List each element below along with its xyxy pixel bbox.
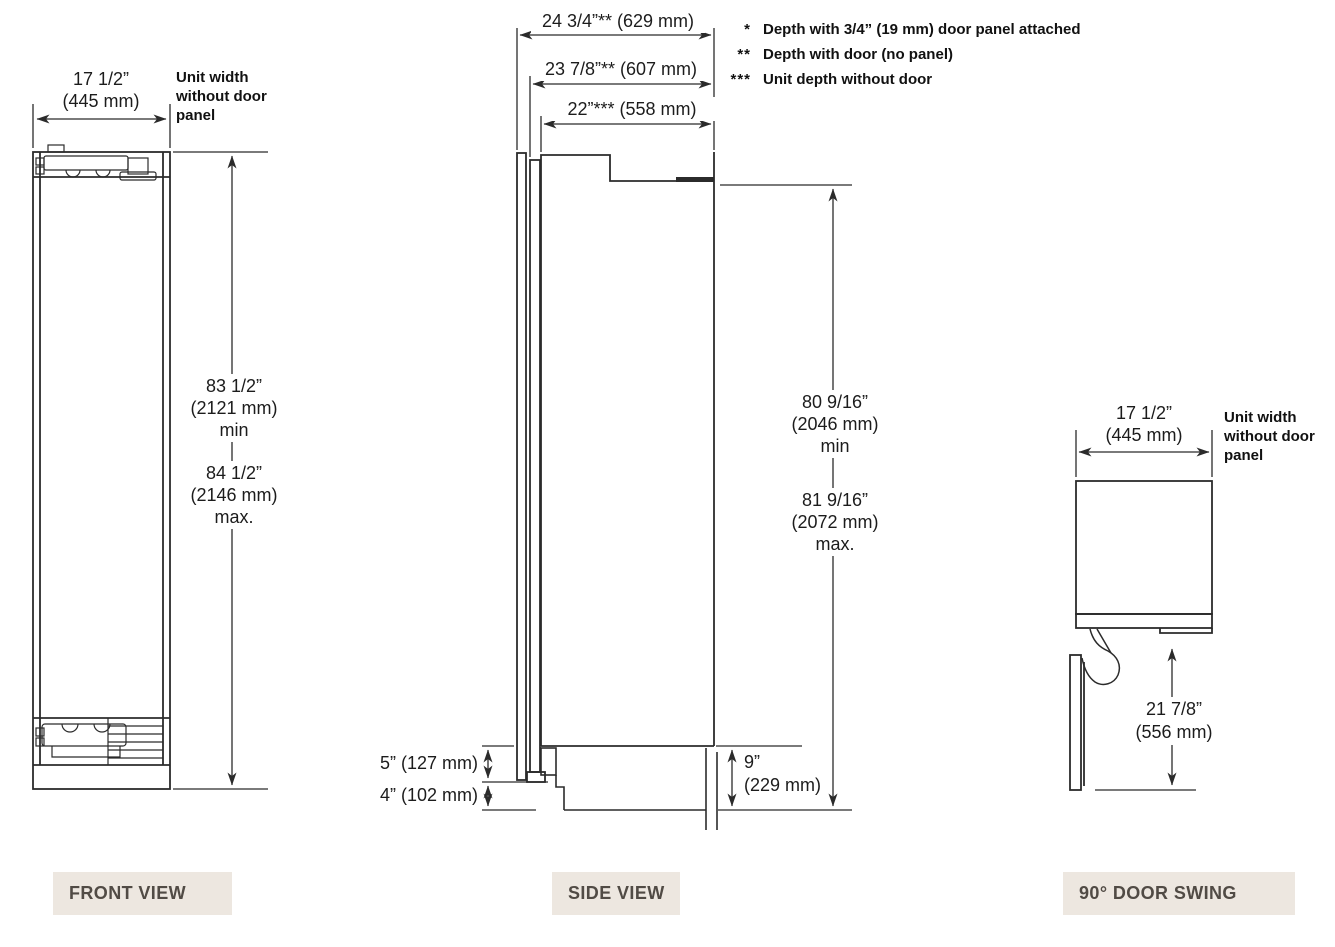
side-view-caption: SIDE VIEW bbox=[552, 872, 680, 915]
front-width-dimension bbox=[41, 68, 161, 112]
footnote-marker: *** bbox=[730, 71, 751, 88]
side-door-panel bbox=[517, 153, 526, 780]
swing-unit-top bbox=[1076, 481, 1212, 614]
swing-clearance-dimension: 21 7/8” (556 mm) bbox=[1112, 697, 1236, 745]
footnote-text: Depth with door (no panel) bbox=[763, 46, 953, 63]
footnote-text: Depth with 3/4” (19 mm) door panel attached bbox=[763, 21, 1081, 38]
footnote-marker: * bbox=[744, 21, 751, 38]
side-view-drawing bbox=[517, 152, 717, 830]
side-door bbox=[530, 160, 540, 772]
side-depth-dimension-1: 24 3/4”** (629 mm) bbox=[531, 9, 705, 33]
side-toe-dimension: 4” (102 mm) bbox=[379, 785, 478, 805]
front-height-min-dimension: 83 1/2” (2121 mm) min bbox=[172, 374, 296, 442]
front-view-dimension-lines bbox=[33, 104, 268, 789]
footnote-row bbox=[721, 21, 1081, 46]
door-swing-caption: 90° DOOR SWING bbox=[1063, 872, 1295, 915]
swing-width-note: Unit width without door panel bbox=[1224, 409, 1315, 464]
footnote-text: Unit depth without door bbox=[763, 71, 933, 88]
front-top-hinge bbox=[36, 145, 156, 180]
front-view-drawing bbox=[33, 145, 170, 789]
footnote-row bbox=[721, 46, 1081, 71]
swing-width-dimension bbox=[1084, 402, 1204, 446]
side-base-dimension: 5” (127 mm) bbox=[379, 753, 478, 773]
swing-door-panel-bar bbox=[1076, 614, 1212, 628]
front-height-max-dimension: 84 1/2” (2146 mm) max. bbox=[172, 461, 296, 529]
front-width-note: Unit width without door panel bbox=[176, 69, 267, 124]
footnote-marker: ** bbox=[737, 46, 751, 63]
side-height-max-dimension: 81 9/16” (2072 mm) max. bbox=[773, 488, 897, 556]
swing-width-mm: (445 mm) bbox=[1105, 425, 1183, 445]
swing-open-door bbox=[1070, 655, 1081, 790]
side-body-outline bbox=[541, 155, 714, 746]
front-width-inches: 17 1/2” bbox=[72, 69, 130, 89]
front-view-caption: FRONT VIEW bbox=[53, 872, 232, 915]
front-unit-outline bbox=[33, 152, 170, 789]
side-base bbox=[541, 748, 717, 830]
side-rear-base-dimension: 9” (229 mm) bbox=[744, 752, 822, 795]
footnote-row bbox=[721, 71, 1081, 96]
swing-hinge bbox=[1082, 629, 1119, 684]
side-depth-dimension-2: 23 7/8”** (607 mm) bbox=[534, 57, 708, 81]
side-depth-dimension-3: 22”*** (558 mm) bbox=[545, 97, 719, 121]
depth-footnotes bbox=[721, 21, 1081, 96]
swing-width-inches: 17 1/2” bbox=[1115, 403, 1173, 423]
side-height-min-dimension: 80 9/16” (2046 mm) min bbox=[773, 390, 897, 458]
front-width-mm: (445 mm) bbox=[62, 91, 140, 111]
front-bottom-hinge-grille bbox=[36, 718, 163, 765]
